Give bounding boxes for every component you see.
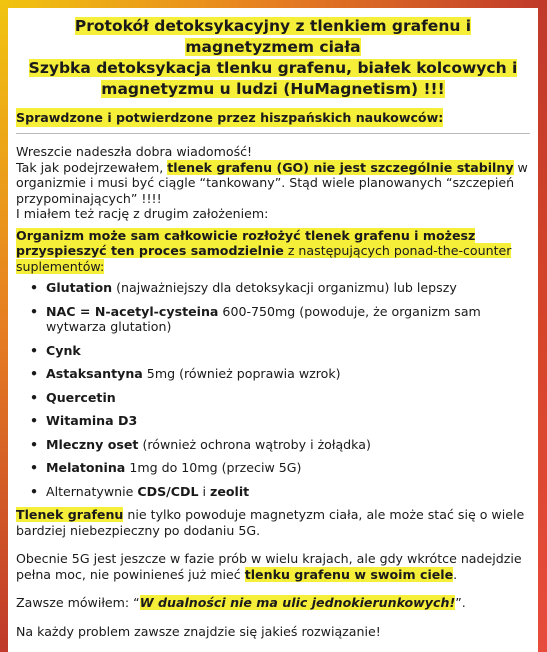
list-item: • Cynk (30, 342, 81, 358)
highlight-graphene: Tlenek grafenu (16, 507, 124, 522)
list-item: • Witamina D3 (30, 413, 138, 428)
list-item: • Astaksantyna 5mg (również poprawia wzrok) (30, 366, 341, 381)
document-card (8, 8, 538, 652)
claim-bold: Organizm może sam całkowicie rozłożyć tlenek grafenu i możesz przyspieszyć ten proces samodzielnie (16, 227, 476, 258)
claim-paragraph: Organizm może sam całkowicie rozłożyć tlenek grafenu i możesz przyspieszyć ten proces samodzielnie z następujących ponad-the-counter suplementów: (16, 227, 512, 274)
highlight-in-body: tlenku grafenu w swoim ciele (244, 566, 454, 582)
highlight-quote: W dualności nie ma ulic jednokierunkowych! (139, 595, 456, 610)
divider (16, 133, 530, 134)
frame-right (538, 0, 547, 652)
title-line-1: Protokół detoksykacyjny z tlenkiem grafenu i (74, 17, 472, 35)
intro-second-assumption: I miałem też rację z drugim założeniem: (16, 206, 269, 221)
paragraph-5g: Tlenek grafenu nie tylko powoduje magnetyzm ciała, ale może stać się o wiele bardziej niebezpieczny po dodaniu 5G. (16, 507, 525, 538)
supplement-list (8, 280, 538, 499)
verified-heading: Sprawdzone i potwierdzone przez hiszpańskich naukowców: (16, 110, 444, 125)
title-line-3: Szybka detoksykacja tlenku grafenu, białek kolcowych i (28, 59, 518, 77)
list-item: • NAC = N-acetyl-cysteina 600-750mg (powoduje, że organizm sam wytwarza glutation) (30, 303, 481, 334)
paragraph-solution: Na każdy problem zawsze znajdzie się jakieś rozwiązanie! (16, 623, 381, 639)
page-title (14, 16, 532, 100)
intro-suspicion: Tak jak podejrzewałem, tlenek grafenu (GO) nie jest szczególnie stabilny w organizmie i musi być ciągle “tankowany”. Stąd wiele planowanych “szczepień przypominających” !!!! (16, 159, 528, 206)
list-item: • Alternatywnie CDS/CDL i zeolit (30, 483, 250, 499)
list-item: • Quercetin (30, 389, 116, 405)
title-line-2: magnetyzmem ciała (185, 38, 361, 56)
paragraph-saying: Zawsze mówiłem: “W dualności nie ma ulic jednokierunkowych!”. (16, 595, 466, 610)
list-item: • Mleczny oset (również ochrona wątroby i żołądka) (30, 436, 371, 452)
list-item: • Melatonina 1mg do 10mg (przeciw 5G) (30, 460, 302, 475)
highlight-go-unstable: tlenek grafenu (GO) nie jest szczególnie stabilny (167, 159, 514, 175)
title-line-4: magnetyzmu u ludzi (HuMagnetism) !!! (101, 80, 445, 98)
list-item: • Glutation (najważniejszy dla detoksykacji organizmu) lub lepszy (30, 280, 457, 295)
paragraph-now: Obecnie 5G jest jeszcze w fazie prób w wielu krajach, ale gdy wkrótce nadejdzie pełna moc, nie powinieneś już mieć tlenku grafenu w swoim ciele. (16, 551, 522, 582)
frame-left (0, 0, 8, 652)
intro-good-news: Wreszcie nadeszła dobra wiadomość! (16, 144, 253, 159)
frame-top (0, 0, 547, 8)
